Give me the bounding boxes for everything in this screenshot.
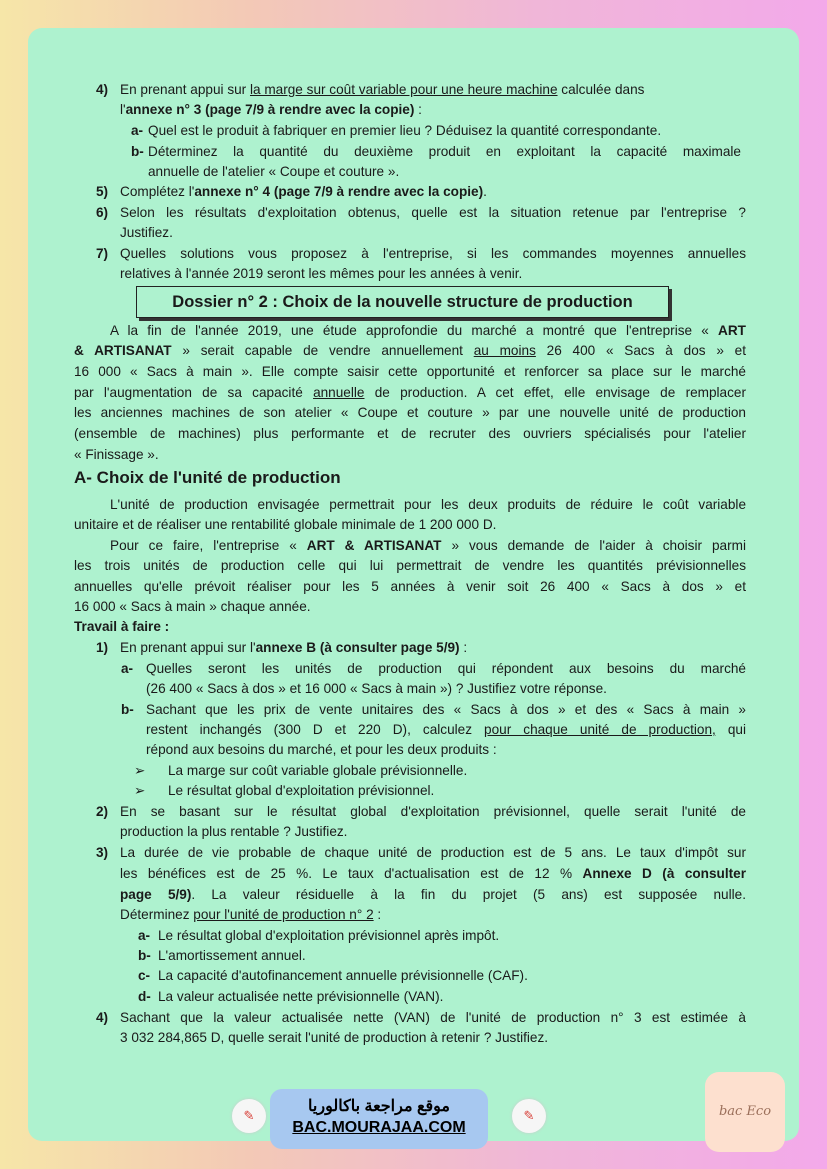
exam-page — [28, 28, 799, 1141]
q6-line1: Selon les résultats d'exploitation obtenus, quelle est la situation retenue par l'entreprise ? — [120, 205, 746, 220]
site-logo-icon: ✎ — [512, 1099, 546, 1133]
t1b-line1: Sachant que les prix de vente unitaires des « Sacs à dos » et des « Sacs à main » — [146, 702, 746, 717]
t3c-label: c- — [138, 968, 151, 983]
q7-line1: Quelles solutions vous proposez à l'entreprise, si les commandes moyennes annuelles — [120, 246, 746, 261]
t1b-bullet1: La marge sur coût variable globale prévisionnelle. — [168, 763, 468, 778]
q5-number: 5) — [96, 184, 109, 199]
q4-line2: l'annexe n° 3 (page 7/9 à rendre avec la copie) : — [120, 102, 422, 117]
t1b-line3: répond aux besoins du marché, et pour les deux produits : — [146, 742, 497, 757]
intro-line5: les anciennes machines de son atelier « Coupe et couture » par une nouvelle unité de production — [74, 405, 746, 420]
t1b-label: b- — [121, 702, 134, 717]
footer-banner[interactable] — [270, 1089, 488, 1149]
intro-line6: (ensemble de machines) plus performante et de recruter des ouvriers spécialisés pour l'atelier — [74, 426, 746, 441]
t3-line4: Déterminez pour l'unité de production n° 2 : — [120, 907, 382, 922]
t3d-text: La valeur actualisée nette prévisionnelle (VAN). — [158, 989, 444, 1004]
t1-number: 1) — [96, 640, 109, 655]
t4-number: 4) — [96, 1010, 109, 1025]
t1-line1: En prenant appui sur l'annexe B (à consulter page 5/9) : — [120, 640, 468, 655]
t3a-label: a- — [138, 928, 151, 943]
q4-number: 4) — [96, 82, 109, 97]
t2-line2: production la plus rentable ? Justifiez. — [120, 824, 348, 839]
pa2-line3: annuelles qu'elle prévoit réaliser pour les 5 années à venir soit 26 400 « Sacs à dos » et — [74, 579, 746, 594]
pa1-line1: L'unité de production envisagée permettrait pour les deux produits de réduire le coût variable — [110, 497, 746, 512]
t3a-text: Le résultat global d'exploitation prévisionnel après impôt. — [158, 928, 500, 943]
pa2-line1: Pour ce faire, l'entreprise « ART & ARTISANAT » vous demande de l'aider à choisir parmi — [110, 538, 746, 553]
t3-line1: La durée de vie probable de chaque unité de production est de 5 ans. Le taux d'impôt sur — [120, 845, 746, 860]
intro-line7: « Finissage ». — [74, 447, 159, 462]
q4b-line2: annuelle de l'atelier « Coupe et couture ». — [148, 164, 400, 179]
pa2-line2: les trois unités de production celle qui lui permettrait de vendre les quantités prévisionnelles — [74, 558, 746, 573]
t3b-text: L'amortissement annuel. — [158, 948, 306, 963]
dossier-2-title: Dossier n° 2 : Choix de la nouvelle structure de production — [136, 286, 669, 318]
footer-site-link[interactable]: BAC.MOURAJAA.COM — [292, 1119, 466, 1136]
travail-title: Travail à faire : — [74, 619, 170, 634]
arrow-bullet-icon: ➢ — [134, 783, 146, 798]
q4b-line1: Déterminez la quantité du deuxième produit en exploitant la capacité maximale — [148, 144, 741, 159]
t1a-line1: Quelles seront les unités de production qui répondent aux besoins du marché — [146, 661, 746, 676]
t1b-line2: restent inchangés (300 D et 220 D), calculez pour chaque unité de production, qui — [146, 722, 746, 737]
pa1-line2: unitaire et de réaliser une rentabilité globale minimale de 1 200 000 D. — [74, 517, 497, 532]
intro-line4: par l'augmentation de sa capacité annuelle de production. A cet effet, elle envisage de remplacer — [74, 385, 747, 400]
intro-line3: 16 000 « Sacs à main ». Elle compte saisir cette opportunité et renforcer sa place sur le marché — [74, 364, 746, 379]
q7-number: 7) — [96, 246, 109, 261]
t3-line2: les bénéfices est de 25 %. Le taux d'actualisation est de 12 % Annexe D (à consulter — [120, 866, 747, 881]
footer-arabic-title: موقع مراجعة باكالوريا — [308, 1098, 450, 1115]
t1b-bullet2: Le résultat global d'exploitation prévisionnel. — [168, 783, 435, 798]
intro-line2: & ARTISANAT » serait capable de vendre annuellement au moins 26 400 « Sacs à dos » et — [74, 343, 746, 358]
t2-line1: En se basant sur le résultat global d'exploitation prévisionnel, quelle serait l'unité de — [120, 804, 746, 819]
q4b-label: b- — [131, 144, 144, 159]
q6-number: 6) — [96, 205, 109, 220]
t2-number: 2) — [96, 804, 109, 819]
section-a-title: A- Choix de l'unité de production — [74, 468, 341, 487]
pa2-line4: 16 000 « Sacs à main » chaque année. — [74, 599, 311, 614]
q4a-text: Quel est le produit à fabriquer en premier lieu ? Déduisez la quantité correspondante. — [148, 123, 662, 138]
t3-line3: page 5/9). La valeur résiduelle à la fin du projet (5 ans) est supposée nulle. — [120, 887, 746, 902]
t3-number: 3) — [96, 845, 109, 860]
q4a-label: a- — [131, 123, 144, 138]
t1a-line2: (26 400 « Sacs à dos » et 16 000 « Sacs à main ») ? Justifiez votre réponse. — [146, 681, 607, 696]
arrow-bullet-icon: ➢ — [134, 763, 146, 778]
t3c-text: La capacité d'autofinancement annuelle prévisionnelle (CAF). — [158, 968, 528, 983]
q7-line2: relatives à l'année 2019 seront les mêmes pour les années à venir. — [120, 266, 523, 281]
t4-line1: Sachant que la valeur actualisée nette (VAN) de l'unité de production n° 3 est estimée à — [120, 1010, 746, 1025]
q4-line1: En prenant appui sur la marge sur coût variable pour une heure machine calculée dans — [120, 82, 645, 97]
bac-eco-badge: bac Eco — [705, 1072, 785, 1152]
t3b-label: b- — [138, 948, 151, 963]
intro-line1: A la fin de l'année 2019, une étude approfondie du marché a montré que l'entreprise « ART — [110, 323, 746, 338]
t3d-label: d- — [138, 989, 151, 1004]
site-logo-icon: ✎ — [232, 1099, 266, 1133]
q5-text: Complétez l'annexe n° 4 (page 7/9 à rendre avec la copie). — [120, 184, 487, 199]
t4-line2: 3 032 284,865 D, quelle serait l'unité de production à retenir ? Justifiez. — [120, 1030, 549, 1045]
t1a-label: a- — [121, 661, 134, 676]
q6-line2: Justifiez. — [120, 225, 173, 240]
